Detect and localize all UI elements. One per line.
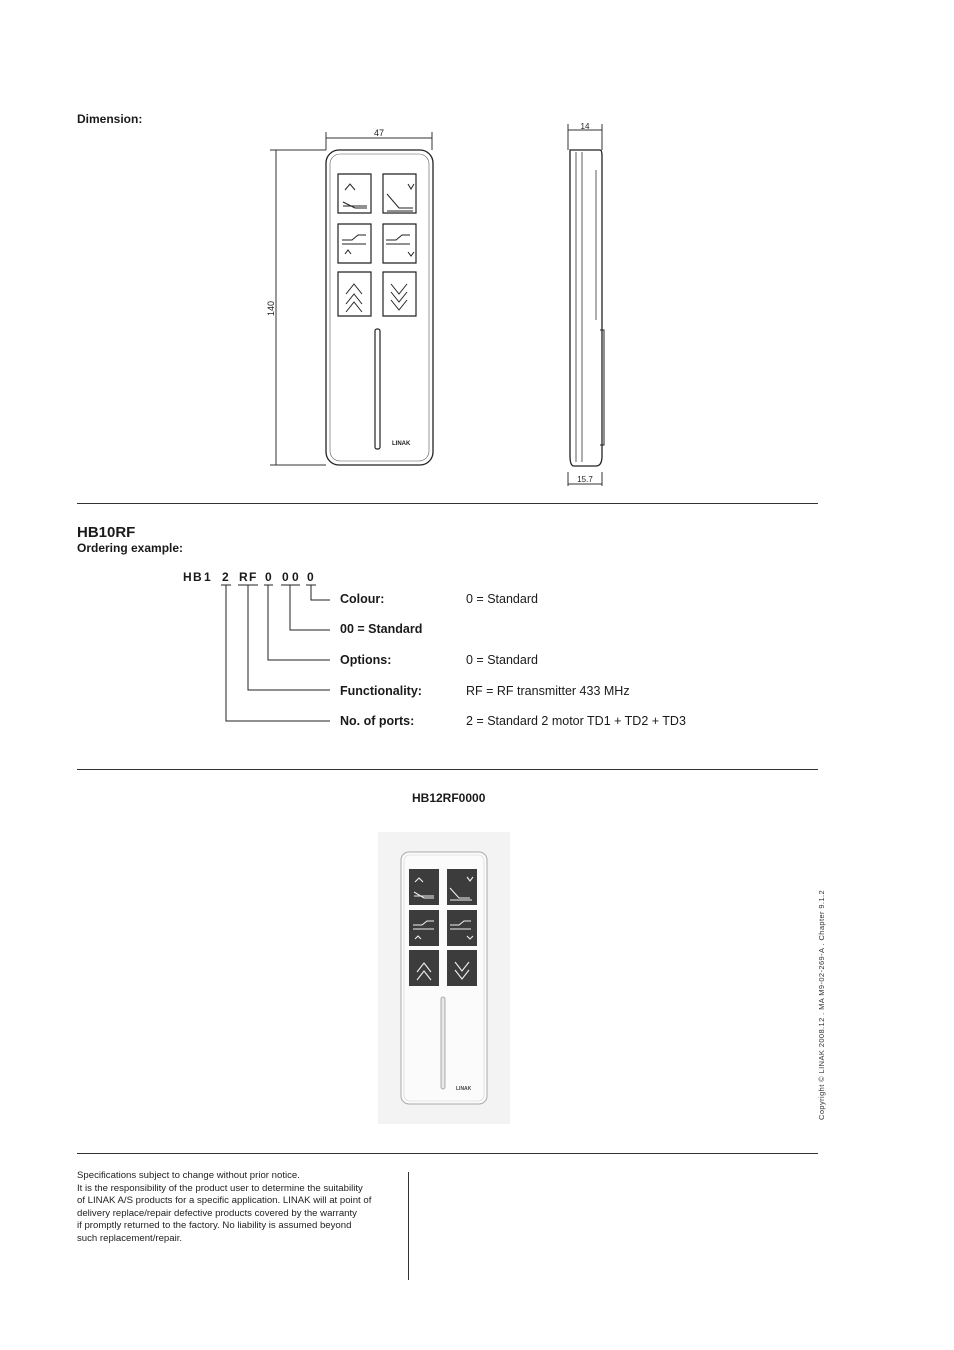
disclaimer-line: It is the responsibility of the product user to determine the suitability bbox=[77, 1182, 363, 1194]
code-char: 0 bbox=[282, 570, 289, 584]
height-label: 140 bbox=[266, 300, 276, 316]
photo-button-head-up bbox=[409, 869, 439, 905]
disclaimer-line: such replacement/repair. bbox=[77, 1232, 183, 1244]
button-head-down bbox=[383, 174, 416, 213]
ordering-value-colour: 0 = Standard bbox=[466, 592, 538, 606]
code-char: R bbox=[239, 570, 248, 584]
button-head-up bbox=[338, 174, 371, 213]
disclaimer-line: if promptly returned to the factory. No liability is assumed beyond bbox=[77, 1220, 352, 1232]
product-photo bbox=[378, 832, 510, 1124]
dimension-heading: Dimension: bbox=[77, 112, 143, 126]
ordering-label-standard: 00 = Standard bbox=[340, 622, 423, 636]
divider-3 bbox=[77, 1153, 818, 1154]
ordering-value-ports: 2 = Standard 2 motor TD1 + TD2 + TD3 bbox=[466, 714, 686, 728]
ordering-heading: Ordering example: bbox=[77, 541, 184, 555]
photo-button-foot-down bbox=[447, 910, 477, 946]
code-char: 0 bbox=[307, 570, 314, 584]
ordering-label-ports: No. of ports: bbox=[340, 714, 415, 728]
disclaimer-line: Specifications subject to change without prior notice. bbox=[77, 1170, 300, 1181]
disclaimer-line: of LINAK A/S products for a specific application. LINAK will at point of bbox=[77, 1195, 372, 1207]
ordering-value-options: 0 = Standard bbox=[466, 653, 538, 667]
divider-1 bbox=[77, 503, 818, 504]
photo-caption: HB12RF0000 bbox=[412, 791, 486, 805]
code-char: 1 bbox=[204, 570, 211, 584]
depth-bottom-label: 15.7 bbox=[577, 475, 593, 484]
copyright-text: Copyright © LINAK 2008.12 . MA M9-02-269-A . Chapter 9.1.2 bbox=[817, 889, 826, 1120]
ordering-label-options: Options: bbox=[340, 653, 392, 667]
photo-button-all-up bbox=[409, 950, 439, 986]
disclaimer-line: delivery replace/repair defective products covered by the warranty bbox=[77, 1207, 357, 1219]
code-char: H bbox=[183, 570, 192, 584]
code-char: 0 bbox=[292, 570, 299, 584]
code-char: B bbox=[193, 570, 202, 584]
photo-brand-mark: LINAK bbox=[456, 1086, 472, 1092]
code-char: F bbox=[249, 570, 257, 584]
side-view-drawing bbox=[560, 120, 620, 490]
disclaimer bbox=[77, 1170, 371, 1246]
width-label: 47 bbox=[373, 128, 385, 138]
photo-button-all-down bbox=[447, 950, 477, 986]
product-title: HB10RF bbox=[77, 524, 136, 541]
depth-label: 14 bbox=[580, 122, 590, 131]
ordering-label-colour: Colour: bbox=[340, 592, 385, 606]
front-view-drawing bbox=[262, 124, 452, 474]
ordering-value-functionality: RF = RF transmitter 433 MHz bbox=[466, 684, 630, 698]
divider-2 bbox=[77, 769, 818, 770]
code-char: 2 bbox=[222, 570, 229, 584]
photo-button-foot-up bbox=[409, 910, 439, 946]
footer-column-divider bbox=[408, 1172, 409, 1280]
ordering-label-functionality: Functionality: bbox=[340, 684, 422, 698]
code-char: 0 bbox=[265, 570, 272, 584]
front-brand-mark: LINAK bbox=[392, 441, 411, 447]
